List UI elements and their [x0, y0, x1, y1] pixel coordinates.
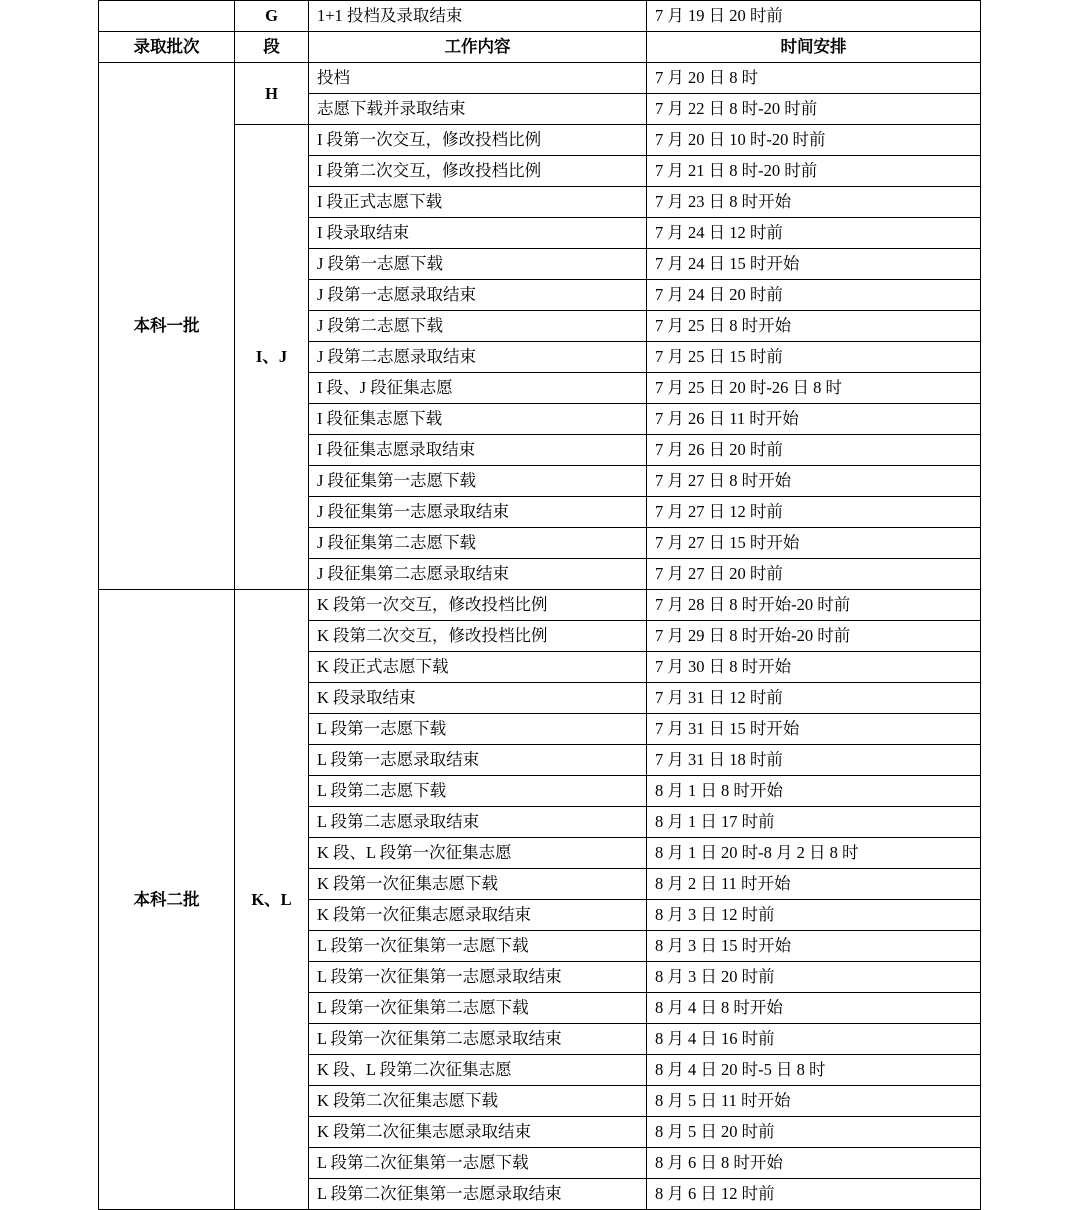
column-header-segment: 段 [235, 32, 309, 63]
work-cell: L 段第一次征集第二志愿下载 [309, 993, 647, 1024]
table-row [99, 590, 981, 621]
time-cell: 7 月 20 日 10 时-20 时前 [647, 125, 981, 156]
time-cell: 7 月 29 日 8 时开始-20 时前 [647, 621, 981, 652]
time-cell: 7 月 31 日 15 时开始 [647, 714, 981, 745]
work-cell: J 段征集第一志愿录取结束 [309, 497, 647, 528]
batch-cell: 本科一批 [99, 63, 235, 590]
table-header-row [99, 32, 981, 63]
time-cell: 8 月 4 日 20 时-5 日 8 时 [647, 1055, 981, 1086]
work-cell: I 段第一次交互，修改投档比例 [309, 125, 647, 156]
batch-cell: 本科二批 [99, 590, 235, 1210]
work-cell: 投档 [309, 63, 647, 94]
work-cell: J 段征集第一志愿下载 [309, 466, 647, 497]
time-cell: 7 月 25 日 8 时开始 [647, 311, 981, 342]
time-cell: 7 月 26 日 11 时开始 [647, 404, 981, 435]
time-cell: 7 月 28 日 8 时开始-20 时前 [647, 590, 981, 621]
time-cell: 8 月 1 日 20 时-8 月 2 日 8 时 [647, 838, 981, 869]
work-cell: L 段第二次征集第一志愿下载 [309, 1148, 647, 1179]
time-cell: 7 月 22 日 8 时-20 时前 [647, 94, 981, 125]
time-cell: 7 月 27 日 8 时开始 [647, 466, 981, 497]
time-cell: 7 月 20 日 8 时 [647, 63, 981, 94]
column-header-batch: 录取批次 [99, 32, 235, 63]
segment-cell: I、J [235, 125, 309, 590]
work-cell: L 段第二次征集第一志愿录取结束 [309, 1179, 647, 1210]
time-cell: 7 月 31 日 12 时前 [647, 683, 981, 714]
work-cell: I 段、J 段征集志愿 [309, 373, 647, 404]
work-cell: K 段录取结束 [309, 683, 647, 714]
admission-schedule-table [98, 0, 981, 1210]
time-cell: 7 月 21 日 8 时-20 时前 [647, 156, 981, 187]
time-cell: 7 月 24 日 12 时前 [647, 218, 981, 249]
work-cell: K 段第一次交互，修改投档比例 [309, 590, 647, 621]
time-cell: 8 月 4 日 16 时前 [647, 1024, 981, 1055]
time-cell: 7 月 31 日 18 时前 [647, 745, 981, 776]
work-cell: J 段第二志愿下载 [309, 311, 647, 342]
work-cell: K 段第二次征集志愿下载 [309, 1086, 647, 1117]
work-cell: K 段第二次交互，修改投档比例 [309, 621, 647, 652]
work-cell: I 段征集志愿下载 [309, 404, 647, 435]
work-cell: 志愿下载并录取结束 [309, 94, 647, 125]
time-cell: 8 月 3 日 20 时前 [647, 962, 981, 993]
segment-cell: G [235, 1, 309, 32]
work-cell: 1+1 投档及录取结束 [309, 1, 647, 32]
work-cell: K 段、L 段第一次征集志愿 [309, 838, 647, 869]
work-cell: L 段第二志愿录取结束 [309, 807, 647, 838]
time-cell: 8 月 4 日 8 时开始 [647, 993, 981, 1024]
table-row [99, 1, 981, 32]
work-cell: K 段第一次征集志愿录取结束 [309, 900, 647, 931]
time-cell: 7 月 24 日 20 时前 [647, 280, 981, 311]
work-cell: J 段第二志愿录取结束 [309, 342, 647, 373]
time-cell: 7 月 25 日 15 时前 [647, 342, 981, 373]
column-header-time: 时间安排 [647, 32, 981, 63]
time-cell: 8 月 6 日 12 时前 [647, 1179, 981, 1210]
work-cell: I 段录取结束 [309, 218, 647, 249]
time-cell: 7 月 23 日 8 时开始 [647, 187, 981, 218]
work-cell: L 段第一志愿下载 [309, 714, 647, 745]
time-cell: 7 月 27 日 12 时前 [647, 497, 981, 528]
time-cell: 8 月 6 日 8 时开始 [647, 1148, 981, 1179]
work-cell: L 段第一次征集第一志愿下载 [309, 931, 647, 962]
time-cell: 8 月 5 日 11 时开始 [647, 1086, 981, 1117]
time-cell: 7 月 26 日 20 时前 [647, 435, 981, 466]
work-cell: L 段第二志愿下载 [309, 776, 647, 807]
time-cell: 8 月 1 日 8 时开始 [647, 776, 981, 807]
work-cell: J 段征集第二志愿录取结束 [309, 559, 647, 590]
work-cell: K 段、L 段第二次征集志愿 [309, 1055, 647, 1086]
table-row [99, 63, 981, 94]
time-cell: 8 月 5 日 20 时前 [647, 1117, 981, 1148]
time-cell: 7 月 25 日 20 时-26 日 8 时 [647, 373, 981, 404]
segment-cell: K、L [235, 590, 309, 1210]
time-cell: 8 月 3 日 15 时开始 [647, 931, 981, 962]
work-cell: I 段第二次交互，修改投档比例 [309, 156, 647, 187]
work-cell: I 段征集志愿录取结束 [309, 435, 647, 466]
time-cell: 7 月 27 日 20 时前 [647, 559, 981, 590]
time-cell: 8 月 1 日 17 时前 [647, 807, 981, 838]
time-cell: 7 月 27 日 15 时开始 [647, 528, 981, 559]
time-cell: 7 月 24 日 15 时开始 [647, 249, 981, 280]
time-cell: 8 月 3 日 12 时前 [647, 900, 981, 931]
time-cell: 7 月 30 日 8 时开始 [647, 652, 981, 683]
work-cell: J 段第一志愿下载 [309, 249, 647, 280]
work-cell: L 段第一次征集第二志愿录取结束 [309, 1024, 647, 1055]
work-cell: K 段第二次征集志愿录取结束 [309, 1117, 647, 1148]
work-cell: I 段正式志愿下载 [309, 187, 647, 218]
column-header-work: 工作内容 [309, 32, 647, 63]
work-cell: J 段第一志愿录取结束 [309, 280, 647, 311]
time-cell: 7 月 19 日 20 时前 [647, 1, 981, 32]
work-cell: L 段第一次征集第一志愿录取结束 [309, 962, 647, 993]
segment-cell: H [235, 63, 309, 125]
batch-cell-empty [99, 1, 235, 32]
work-cell: J 段征集第二志愿下载 [309, 528, 647, 559]
work-cell: L 段第一志愿录取结束 [309, 745, 647, 776]
work-cell: K 段正式志愿下载 [309, 652, 647, 683]
time-cell: 8 月 2 日 11 时开始 [647, 869, 981, 900]
work-cell: K 段第一次征集志愿下载 [309, 869, 647, 900]
